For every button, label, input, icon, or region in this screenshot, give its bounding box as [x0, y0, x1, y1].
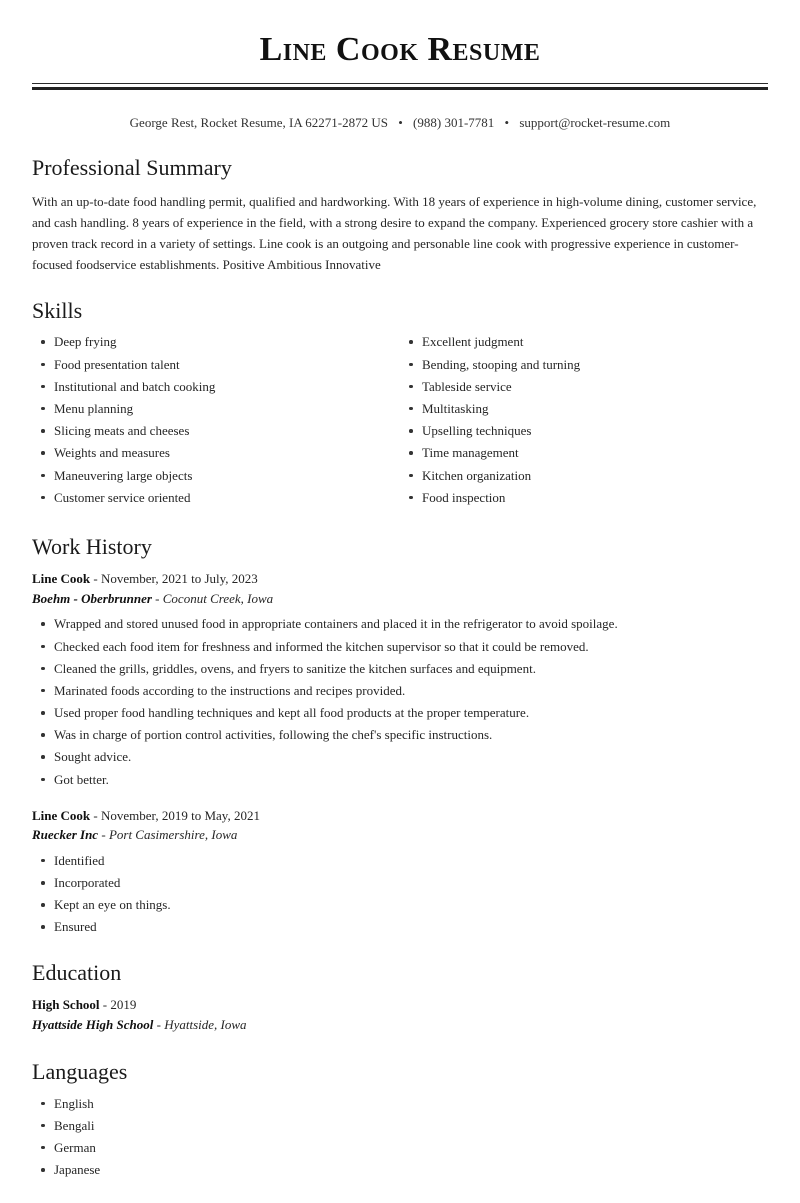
education-location: Hyattside, Iowa [164, 1016, 247, 1032]
list-item: Got better. [32, 771, 768, 789]
list-item: Sought advice. [32, 748, 768, 766]
skills-list-left [32, 333, 400, 506]
contact-separator-2: • [504, 115, 510, 131]
job-title: Line Cook [32, 807, 91, 823]
section-education [32, 959, 768, 1035]
job-company: Boehm - Oberbrunner [32, 590, 152, 606]
education-degree: High School [32, 997, 100, 1013]
list-item: Wrapped and stored unused food in appropriate containers and placed it in the refrigerator to avoid spoilage. [32, 615, 768, 633]
job-dates: November, 2021 to July, 2023 [101, 571, 258, 587]
section-heading-skills: Skills [32, 297, 83, 323]
list-item: Bengali [32, 1117, 768, 1135]
company-dash: - [98, 827, 109, 843]
list-item: German [32, 1139, 768, 1157]
job-bullets [32, 852, 768, 937]
list-item: Ensured [32, 918, 768, 936]
education-school-line [32, 1015, 768, 1035]
skills-list-right [400, 333, 768, 506]
company-dash: - [151, 590, 163, 606]
contact-email: support@rocket-resume.com [519, 115, 671, 131]
job-dash: - [90, 807, 101, 823]
job-company: Ruecker Inc [32, 827, 99, 843]
contact-separator-1: • [398, 115, 403, 131]
list-item: Multitasking [400, 400, 768, 418]
section-heading-work-history: Work History [32, 533, 152, 559]
summary-text: With an up-to-date food handling permit, qualified and hardworking. With 18 years of experience in high-volume dining, customer service, and cash handling. 8 years of experience in the field, with a strong desire to expand the company. Experienced grocery store cashier with a proven track record in a variety of settings. Line cook is an outgoing and personable line cook with progressive experience in customer-focused foodservice establishments. Positive Ambitious Innovative [32, 193, 757, 272]
list-item: Food presentation talent [32, 356, 400, 374]
education-school: Hyattside High School [32, 1016, 154, 1032]
list-item: Upselling techniques [400, 422, 768, 440]
section-heading-languages: Languages [32, 1059, 128, 1085]
section-skills [32, 297, 768, 511]
job-location: Coconut Creek, Iowa [162, 590, 274, 606]
job-bullets [32, 615, 768, 789]
list-item: Food inspection [400, 489, 768, 507]
job-location: Port Casimershire, Iowa [108, 827, 238, 843]
list-item: Excellent judgment [400, 333, 768, 351]
list-item: Weights and measures [32, 444, 400, 462]
list-item: Incorporated [32, 874, 768, 892]
section-work-history [32, 533, 768, 937]
education-year: 2019 [110, 997, 137, 1013]
contact-phone: (988) 301-7781 [413, 115, 495, 131]
list-item: Kept an eye on things. [32, 896, 768, 914]
languages-list [32, 1095, 768, 1179]
section-professional-summary [32, 154, 768, 275]
list-item: Customer service oriented [32, 489, 400, 507]
list-item: Institutional and batch cooking [32, 378, 400, 396]
work-history-entry [32, 569, 768, 789]
job-company-line [32, 589, 768, 609]
list-item: Deep frying [32, 333, 400, 351]
job-header-line [32, 806, 768, 826]
job-dash: - [90, 571, 101, 587]
section-languages [32, 1058, 768, 1203]
list-item: Maneuvering large objects [32, 467, 400, 485]
section-heading-summary: Professional Summary [32, 155, 232, 181]
skills-columns [32, 333, 768, 510]
list-item: Was in charge of portion control activities, following the chef's specific instructions. [32, 726, 768, 744]
job-title: Line Cook [32, 571, 91, 587]
skills-column-right [400, 333, 768, 510]
list-item: English [32, 1095, 768, 1113]
section-heading-education: Education [32, 959, 122, 985]
education-dash: - [99, 997, 111, 1013]
school-dash: - [153, 1016, 165, 1032]
job-header-line [32, 569, 768, 589]
contact-line [32, 114, 768, 132]
job-company-line [32, 825, 768, 845]
list-item: Kitchen organization [400, 467, 768, 485]
contact-name-address: George Rest, Rocket Resume, IA 62271-2872 US [129, 115, 388, 131]
job-dates: November, 2019 to May, 2021 [101, 807, 260, 823]
list-item: Identified [32, 852, 768, 870]
list-item: Tableside service [400, 378, 768, 396]
education-degree-line [32, 995, 768, 1015]
list-item: Cleaned the grills, griddles, ovens, and fryers to sanitize the kitchen surfaces and equipment. [32, 660, 768, 678]
list-item: Marinated foods according to the instructions and recipes provided. [32, 682, 768, 700]
list-item: Bending, stooping and turning [400, 356, 768, 374]
list-item: Slicing meats and cheeses [32, 422, 400, 440]
list-item: Japanese [32, 1161, 768, 1179]
list-item: Menu planning [32, 400, 400, 418]
skills-column-left [32, 333, 400, 510]
work-history-entry [32, 806, 768, 937]
list-item: Time management [400, 444, 768, 462]
resume-title: Line Cook Resume [259, 31, 541, 68]
divider-thick-line [32, 87, 768, 90]
header-divider [32, 83, 768, 90]
education-entry [32, 995, 768, 1034]
list-item: Checked each food item for freshness and informed the kitchen supervisor so that it could be removed. [32, 638, 768, 656]
list-item: Used proper food handling techniques and kept all food products at the proper temperature. [32, 704, 768, 722]
